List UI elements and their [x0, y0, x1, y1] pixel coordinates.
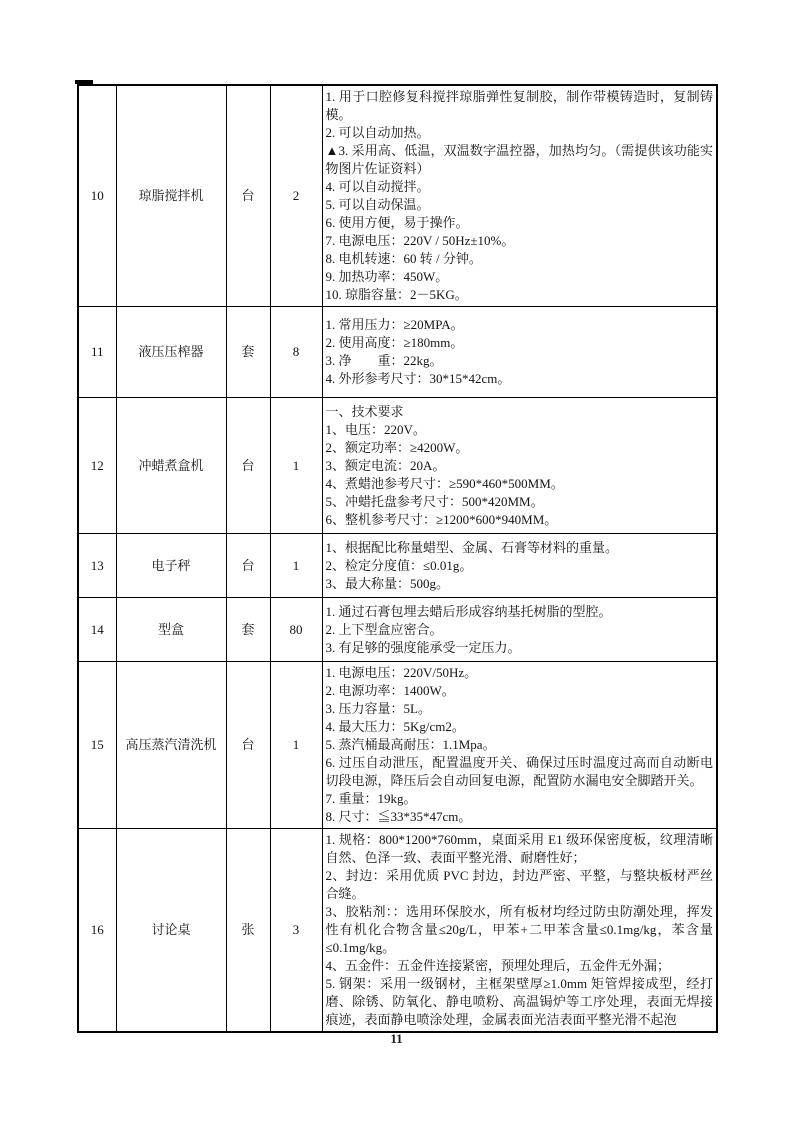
- row-number-cell: 12: [78, 398, 116, 534]
- specs-cell: [322, 307, 717, 398]
- spec-line: 2、检定分度值：≤0.01g。: [325, 557, 473, 573]
- spec-line: 2、封边：采用优质 PVC 封边，封边严密、平整，与整块板材严丝合缝。: [325, 868, 713, 901]
- spec-line: 3、额定电流：20A。: [325, 457, 446, 473]
- spec-line: 10. 琼脂容量：2－5KG。: [325, 287, 468, 302]
- table-row: [78, 85, 717, 307]
- spec-line: 3. 压力容量：5L。: [325, 701, 431, 716]
- unit-cell: 套: [226, 598, 270, 662]
- spec-line: 2. 上下型盒应密合。: [325, 621, 443, 637]
- item-name-cell: 讨论桌: [116, 829, 226, 1033]
- quantity-cell: 3: [270, 829, 322, 1033]
- item-name-cell: 型盒: [116, 598, 226, 662]
- item-name-cell: 高压蒸汽清洗机: [116, 662, 226, 829]
- item-name-cell: 琼脂搅拌机: [116, 85, 226, 307]
- table-row: [78, 534, 717, 598]
- scan-border-artifact: [75, 80, 93, 84]
- specs-cell: [322, 829, 717, 1033]
- row-number-cell: 15: [78, 662, 116, 829]
- quantity-cell: 1: [270, 534, 322, 598]
- specs-cell: [322, 534, 717, 598]
- row-number-cell: 14: [78, 598, 116, 662]
- spec-line: 5. 可以自动保温。: [325, 197, 430, 212]
- spec-line: 7. 电源电压：220V / 50Hz±10%。: [325, 233, 515, 248]
- unit-cell: 张: [226, 829, 270, 1033]
- spec-line: 2. 可以自动加热。: [325, 125, 430, 140]
- table-row: [78, 307, 717, 398]
- spec-line: 3. 净 重：22kg。: [325, 353, 443, 368]
- table-row: [78, 398, 717, 534]
- specs-cell: [322, 85, 717, 307]
- spec-line: 3、最大称量：500g。: [325, 575, 450, 591]
- spec-line: 4. 可以自动搅拌。: [325, 179, 430, 194]
- quantity-cell: 8: [270, 307, 322, 398]
- item-name-cell: 电子秤: [116, 534, 226, 598]
- spec-line: 5. 蒸汽桶最高耐压：1.1Mpa。: [325, 737, 496, 752]
- row-number-cell: 10: [78, 85, 116, 307]
- specs-cell: [322, 398, 717, 534]
- spec-line: 8. 电机转速：60 转 / 分钟。: [325, 251, 482, 266]
- spec-line: 6、整机参考尺寸：≥1200*600*940MM。: [325, 511, 558, 527]
- unit-cell: 台: [226, 662, 270, 829]
- spec-line: 一、技术要求: [325, 403, 404, 419]
- spec-line: 4、煮蜡池参考尺寸：≥590*460*500MM。: [325, 475, 564, 491]
- spec-line: 2、额定功率：≥4200W。: [325, 439, 469, 455]
- spec-line: 8. 尺寸：≦33*35*47cm。: [325, 809, 472, 824]
- row-number-cell: 16: [78, 829, 116, 1033]
- spec-line: 7. 重量：19kg。: [325, 791, 417, 806]
- table-row: [78, 829, 717, 1033]
- spec-line: 1. 电源电压：220V/50Hz。: [325, 665, 478, 680]
- spec-line: 9. 加热功率：450W。: [325, 269, 449, 284]
- spec-line: 3. 有足够的强度能承受一定压力。: [325, 639, 521, 655]
- spec-line: 1. 用于口腔修复科搅拌琼脂弹性复制胶，制作带模铸造时，复制铸模。: [325, 89, 713, 122]
- spec-line: 2. 使用高度：≥180mm。: [325, 335, 464, 350]
- quantity-cell: 80: [270, 598, 322, 662]
- unit-cell: 台: [226, 398, 270, 534]
- item-name-cell: 液压压榨器: [116, 307, 226, 398]
- unit-cell: 台: [226, 85, 270, 307]
- spec-line: 4. 外形参考尺寸：30*15*42cm。: [325, 371, 511, 386]
- table-row: [78, 598, 717, 662]
- spec-line: 6. 过压自动泄压，配置温度开关、确保过压时温度过高而自动断电切段电源，降压后会自动回复电源，配置防水漏电安全脚踏开关。: [325, 755, 713, 788]
- equipment-spec-table: [77, 84, 718, 1033]
- row-number-cell: 11: [78, 307, 116, 398]
- spec-line: 5. 钢架：采用一级钢材，主框架壁厚≥1.0mm 矩管焊接成型，经打磨、除锈、防氧化、静电喷粉、高温锔炉等工序处理，表面无焊接痕迹，表面静电喷涂处理，金属表面光洁表面平整光滑不起泡: [325, 976, 713, 1027]
- quantity-cell: 1: [270, 662, 322, 829]
- quantity-cell: 2: [270, 85, 322, 307]
- spec-line: 4. 最大压力：5Kg/cm2。: [325, 719, 465, 734]
- spec-line: 1. 常用压力：≥20MPA。: [325, 317, 464, 332]
- spec-line: 4、五金件：五金件连接紧密，预埋处理后，五金件无外漏；: [325, 958, 671, 973]
- equipment-spec-table-wrapper: [77, 84, 716, 1033]
- specs-cell: [322, 598, 717, 662]
- table-row: [78, 662, 717, 829]
- spec-line: 5、冲蜡托盘参考尺寸：500*420MM。: [325, 493, 544, 509]
- spec-line: ▲3. 采用高、低温，双温数字温控器，加热均匀。（需提供该功能实物图片佐证资料）: [325, 143, 713, 176]
- spec-line: 1. 通过石膏包埋去蜡后形成容纳基托树脂的型腔。: [325, 603, 612, 619]
- spec-line: 1、根据配比称量蜡型、金属、石膏等材料的重量。: [325, 539, 619, 555]
- specs-cell: [322, 662, 717, 829]
- spec-line: 1、电压：220V。: [325, 421, 426, 437]
- quantity-cell: 1: [270, 398, 322, 534]
- spec-line: 1. 规格：800*1200*760mm，桌面采用 E1 级环保密度板，纹理清晰自然、色泽一致、表面平整光滑、耐磨性好；: [325, 832, 713, 865]
- spec-line: 3、胶粘剂：：选用环保胶水，所有板材均经过防虫防潮处理，挥发性有机化合物含量≤20g/L，甲苯+二甲苯含量≤0.1mg/kg，苯含量≤0.1mg/kg。: [325, 904, 713, 955]
- item-name-cell: 冲蜡煮盒机: [116, 398, 226, 534]
- page-number: 11: [390, 1031, 403, 1046]
- spec-line: 2. 电源功率：1400W。: [325, 683, 455, 698]
- unit-cell: 套: [226, 307, 270, 398]
- row-number-cell: 13: [78, 534, 116, 598]
- spec-table-body: [78, 85, 717, 1032]
- unit-cell: 台: [226, 534, 270, 598]
- spec-line: 6. 使用方便，易于操作。: [325, 215, 469, 230]
